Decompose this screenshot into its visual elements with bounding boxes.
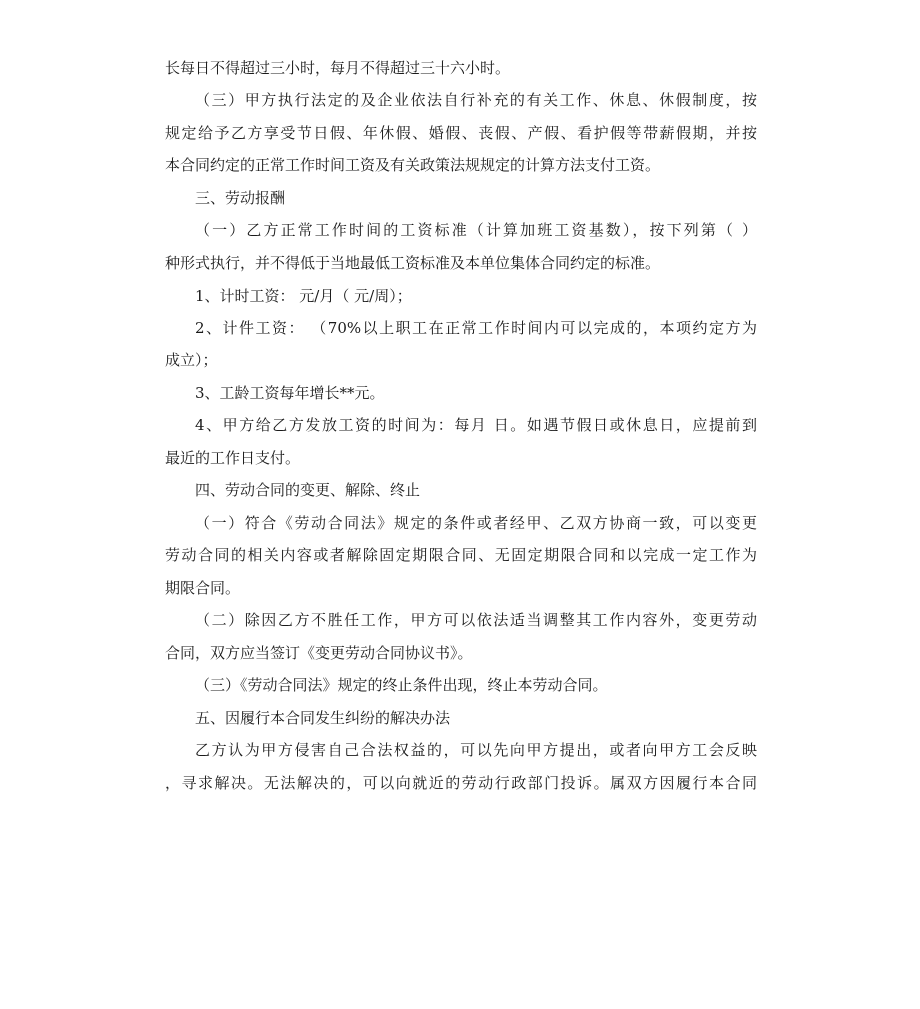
text-line: 最近的工作日支付。: [165, 449, 301, 467]
text-line: 长每日不得超过三小时，每月不得超过三十六小时。: [165, 59, 511, 77]
text-line: 规定给予乙方享受节日假、年休假、婚假、丧假、产假、看护假等带薪假期，并按: [165, 124, 757, 142]
section-heading: 五、因履行本合同发生纠纷的解决办法: [195, 709, 451, 727]
text-line: 期限合同。: [165, 579, 241, 597]
text-line: （二）除因乙方不胜任工作，甲方可以依法适当调整其工作内容外，变更劳动: [195, 611, 757, 629]
text-line: 2、计件工资： （70%以上职工在正常工作时间内可以完成的，本项约定方为: [195, 319, 757, 337]
text-line: 本合同约定的正常工作时间工资及有关政策法规规定的计算方法支付工资。: [165, 156, 661, 174]
text-line: 劳动合同的相关内容或者解除固定期限合同、无固定期限合同和以完成一定工作为: [165, 546, 757, 564]
text-line: 合同，双方应当签订《变更劳动合同协议书》。: [165, 644, 473, 662]
text-line: （三）甲方执行法定的及企业依法自行补充的有关工作、休息、休假制度，按: [195, 91, 757, 109]
text-line: （一）符合《劳动合同法》规定的条件或者经甲、乙双方协商一致，可以变更: [195, 514, 757, 532]
section-heading: 三、劳动报酬: [195, 189, 286, 207]
text-line: 成立）；: [165, 351, 218, 369]
text-line: 乙方认为甲方侵害自己合法权益的，可以先向甲方提出，或者向甲方工会反映: [195, 741, 757, 759]
text-line: 4、甲方给乙方发放工资的时间为：每月 日。如遇节假日或休息日，应提前到: [195, 416, 757, 434]
text-line: （一）乙方正常工作时间的工资标准（计算加班工资基数），按下列第（ ）: [195, 221, 757, 239]
text-line: ，寻求解决。无法解决的，可以向就近的劳动行政部门投诉。属双方因履行本合同: [165, 774, 757, 792]
text-line: 3、工龄工资每年增长**元。: [195, 384, 385, 402]
text-line: （三）《劳动合同法》规定的终止条件出现，终止本劳动合同。: [195, 676, 608, 694]
section-heading: 四、劳动合同的变更、解除、终止: [195, 481, 421, 499]
text-line: 1、计时工资： 元/月（ 元/周）；: [195, 287, 412, 305]
text-line: 种形式执行，并不得低于当地最低工资标准及本单位集体合同约定的标准。: [165, 254, 661, 272]
